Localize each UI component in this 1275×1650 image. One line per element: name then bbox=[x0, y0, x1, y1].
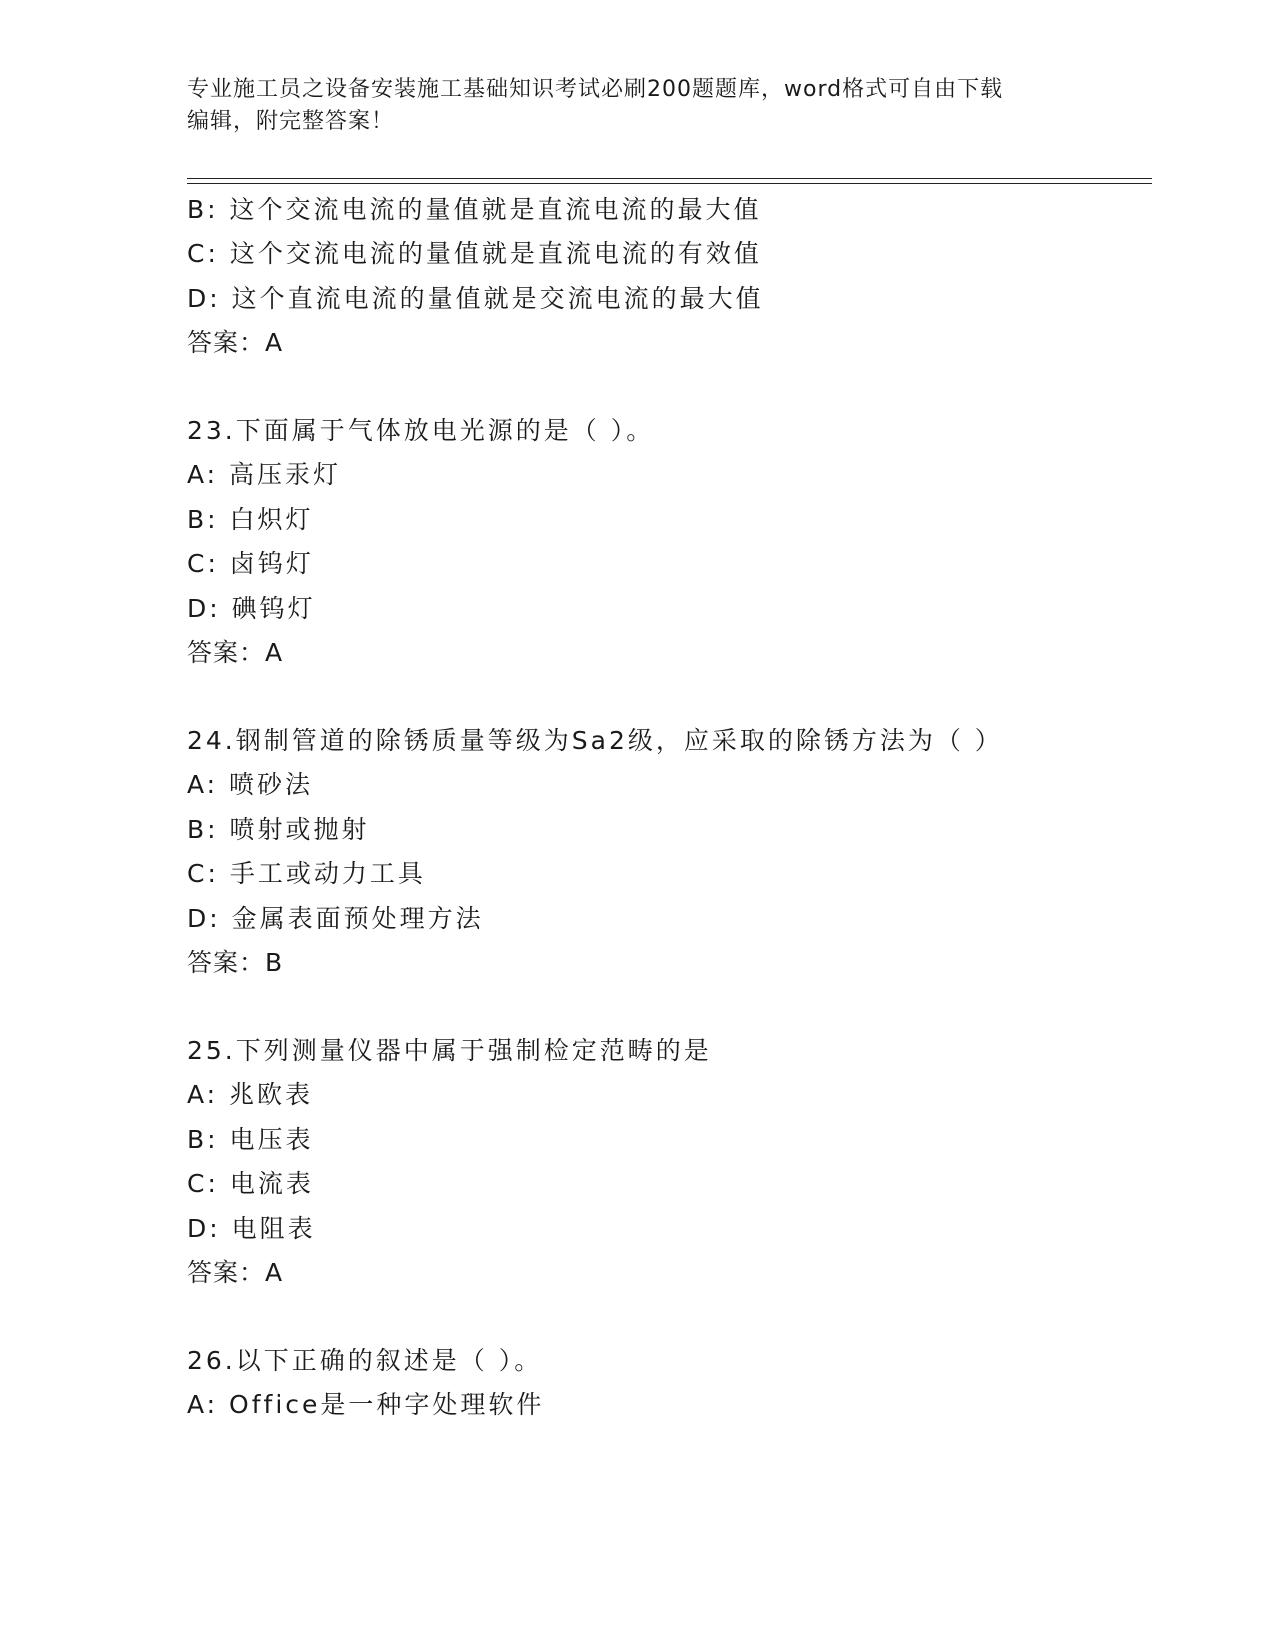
answer: 答案：A bbox=[187, 328, 284, 357]
question-25: 25.下列测量仪器中属于强制检定范畴的是 bbox=[187, 1036, 712, 1065]
header-line-1: 专业施工员之设备安装施工基础知识考试必刷200题题库，word格式可自由下载 bbox=[187, 77, 1004, 102]
option-c: C: 卤钨灯 bbox=[187, 549, 314, 578]
option-b: B: 电压表 bbox=[187, 1125, 314, 1154]
option-a: A: 高压汞灯 bbox=[187, 460, 342, 489]
answer: 答案：A bbox=[187, 1258, 284, 1287]
option-b: B: 这个交流电流的量值就是直流电流的最大值 bbox=[187, 195, 762, 224]
option-a: A: 兆欧表 bbox=[187, 1080, 314, 1109]
option-d: D: 这个直流电流的量值就是交流电流的最大值 bbox=[187, 284, 764, 313]
option-a: A: Office是一种字处理软件 bbox=[187, 1390, 545, 1419]
document-header bbox=[187, 74, 1087, 138]
answer: 答案：B bbox=[187, 948, 284, 977]
option-d: D: 金属表面预处理方法 bbox=[187, 904, 484, 933]
option-c: C: 这个交流电流的量值就是直流电流的有效值 bbox=[187, 239, 762, 268]
answer: 答案：A bbox=[187, 638, 284, 667]
option-b: B: 喷射或抛射 bbox=[187, 815, 370, 844]
header-line-2: 编辑，附完整答案！ bbox=[187, 109, 395, 134]
option-a: A: 喷砂法 bbox=[187, 770, 314, 799]
question-23: 23.下面属于气体放电光源的是（ ）。 bbox=[187, 416, 655, 445]
header-rule-bottom bbox=[187, 183, 1152, 184]
option-d: D: 碘钨灯 bbox=[187, 594, 316, 623]
question-26: 26.以下正确的叙述是（ ）。 bbox=[187, 1346, 543, 1375]
option-c: C: 手工或动力工具 bbox=[187, 859, 426, 888]
option-c: C: 电流表 bbox=[187, 1169, 314, 1198]
header-rule-top bbox=[187, 178, 1152, 179]
question-24: 24.钢制管道的除锈质量等级为Sa2级，应采取的除锈方法为（ ） bbox=[187, 726, 1003, 755]
option-b: B: 白炽灯 bbox=[187, 505, 314, 534]
option-d: D: 电阻表 bbox=[187, 1214, 316, 1243]
